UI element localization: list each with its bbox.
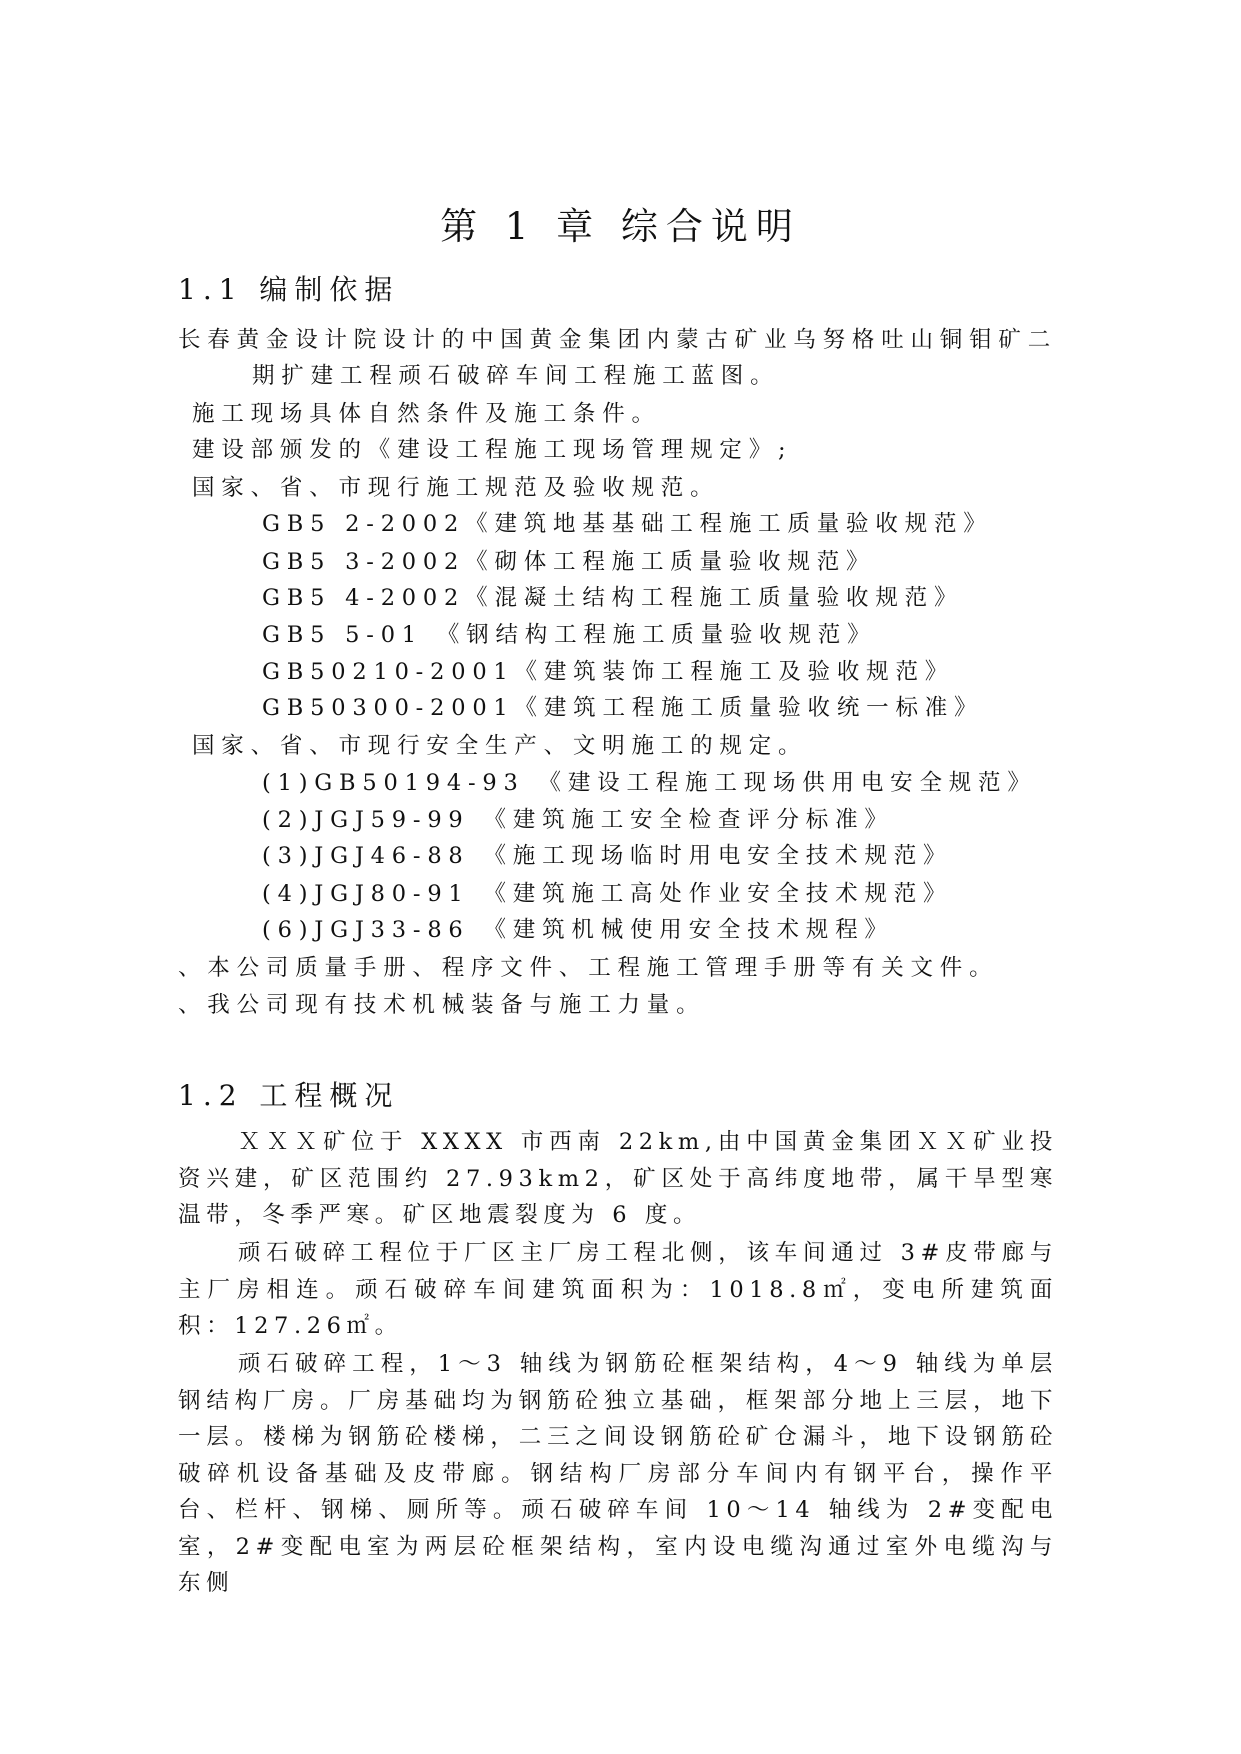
standard-item: GB5 2-2002《建筑地基基础工程施工质量验收规范》 <box>262 511 993 537</box>
safety-standard-item: (2)JGJ59-99 《建筑施工安全检查评分标准》 <box>262 807 894 833</box>
standard-item: GB50300-2001《建筑工程施工质量验收统一标准》 <box>262 695 984 721</box>
basis-line: 长春黄金设计院设计的中国黄金集团内蒙古矿业乌努格吐山铜钼矿二 <box>178 327 1058 353</box>
standard-item: GB5 5-01 《钢结构工程施工质量验收规范》 <box>262 622 877 648</box>
basis-line: 施工现场具体自然条件及施工条件。 <box>192 401 661 427</box>
basis-line: 国家、省、市现行施工规范及验收规范。 <box>192 475 720 501</box>
standard-item: GB50210-2001《建筑装饰工程施工及验收规范》 <box>262 659 955 685</box>
section-title-basis: 1.1 编制依据 <box>178 273 400 306</box>
safety-standard-item: (1)GB50194-93 《建设工程施工现场供用电安全规范》 <box>262 770 1037 796</box>
chapter-title: 第 1 章 综合说明 <box>440 205 801 248</box>
safety-standard-item: (3)JGJ46-88 《施工现场临时用电安全技术规范》 <box>262 843 953 869</box>
basis-line: 期扩建工程顽石破碎车间工程施工蓝图。 <box>252 363 780 389</box>
basis-line: 建设部颁发的《建设工程施工现场管理规定》; <box>192 437 793 463</box>
overview-paragraph: ＸＸＸ矿位于 XXXX 市西南 22km,由中国黄金集团ＸＸ矿业投资兴建，矿区范围约 27.93km2，矿区处于高纬度地带，属干旱型寒温带，冬季严寒。矿区地震裂度为 6 度。 <box>178 1129 1058 1228</box>
section-title-overview: 1.2 工程概况 <box>178 1079 400 1112</box>
safety-standard-item: (4)JGJ80-91 《建筑施工高处作业安全技术规范》 <box>262 881 953 907</box>
standard-item: GB5 4-2002《混凝土结构工程施工质量验收规范》 <box>262 585 964 611</box>
standard-item: GB5 3-2002《砌体工程施工质量验收规范》 <box>262 549 876 575</box>
basis-line: 国家、省、市现行安全生产、文明施工的规定。 <box>192 733 808 759</box>
overview-paragraph: 顽石破碎工程位于厂区主厂房工程北侧，该车间通过 3#皮带廊与主厂房相连。顽石破碎车间建筑面积为：1018.8㎡，变电所建筑面积：127.26㎡。 <box>178 1240 1058 1339</box>
safety-standard-item: (6)JGJ33-86 《建筑机械使用安全技术规程》 <box>262 917 894 943</box>
basis-line: 、本公司质量手册、程序文件、工程施工管理手册等有关文件。 <box>178 955 999 981</box>
basis-line: 、我公司现有技术机械装备与施工力量。 <box>178 992 706 1018</box>
overview-paragraph: 顽石破碎工程，1～3 轴线为钢筋砼框架结构，4～9 轴线为单层钢结构厂房。厂房基础均为钢筋砼独立基础，框架部分地上三层，地下一层。楼梯为钢筋砼楼梯，二三之间设钢筋砼矿仓漏斗，地下设钢筋砼破碎机设备基础及皮带廊。钢结构厂房部分车间内有钢平台，操作平台、栏杆、钢梯、厕所等。顽石破碎车间 10～14 轴线为 2#变配电室，2#变配电室为两层砼框架结构，室内设电缆沟通过室外电缆沟与东侧 <box>178 1351 1058 1596</box>
